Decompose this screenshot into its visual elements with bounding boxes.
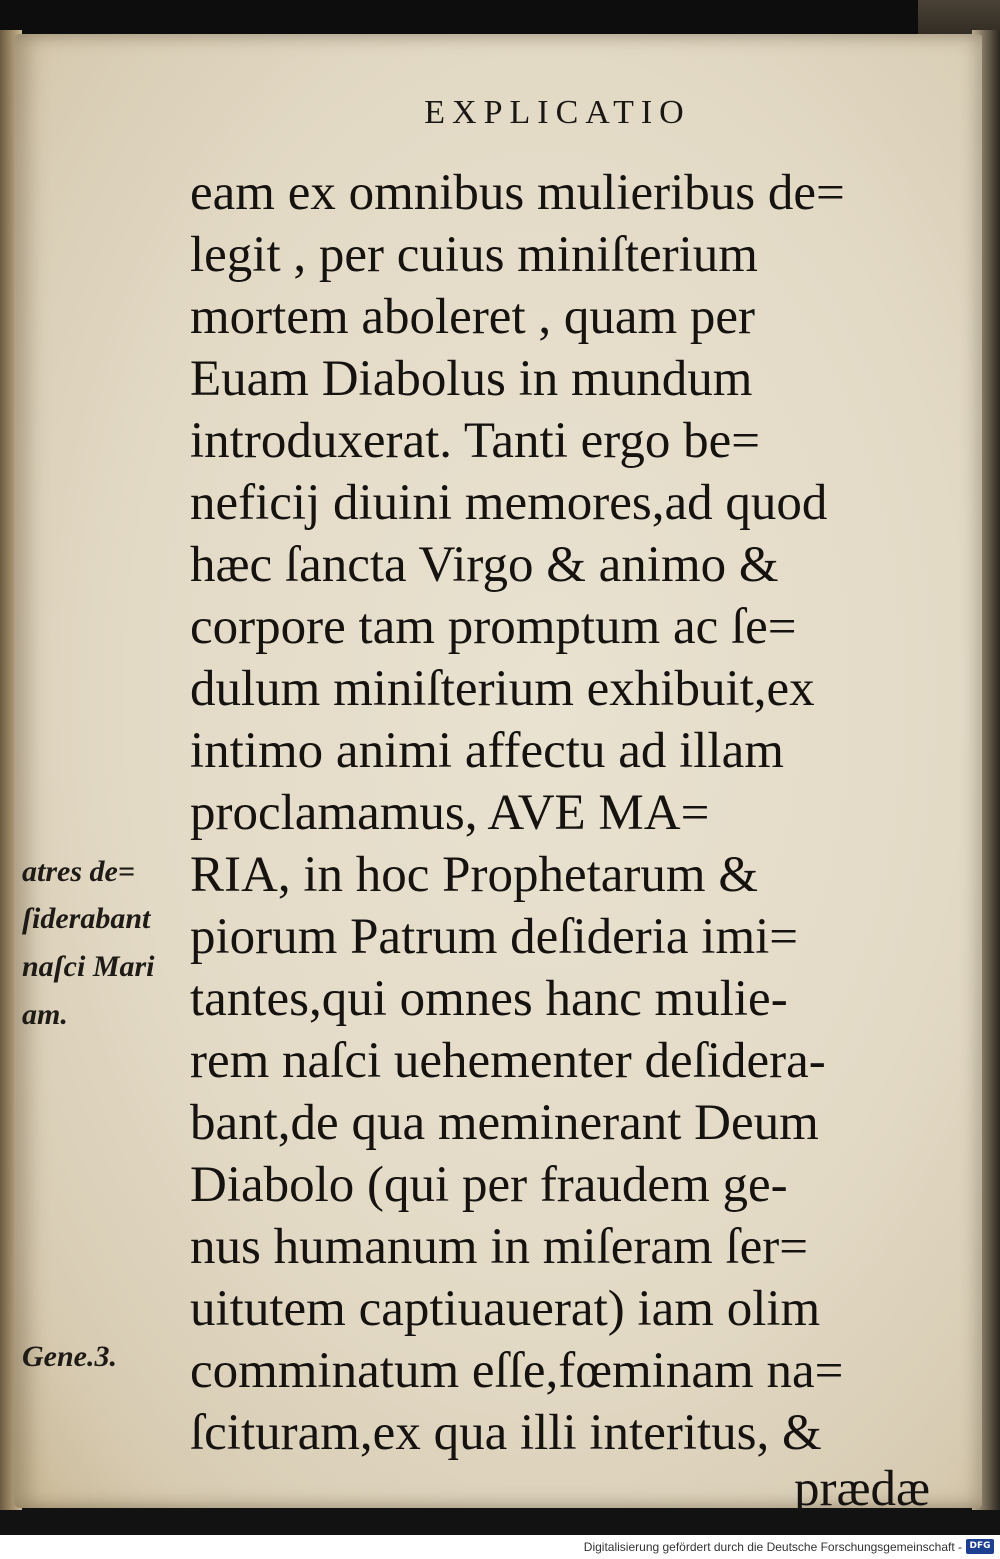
text-line: Euam Diabolus in mundum bbox=[190, 351, 753, 407]
text-line: mortem aboleret , quam per bbox=[190, 289, 756, 345]
text-line: bant,de qua meminerant Deum bbox=[190, 1095, 819, 1151]
margin-note: atres de= bbox=[22, 855, 135, 888]
funding-notice: Digitalisierung gefördert durch die Deutsche Forschungsgemeinschaft - bbox=[583, 1540, 962, 1554]
margin-note: Gene.3. bbox=[22, 1340, 117, 1373]
text-line: legit , per cuius miniſterium bbox=[190, 227, 758, 283]
text-line: rem naſci uehementer deſidera- bbox=[190, 1033, 826, 1089]
text-line: dulum miniſterium exhibuit,ex bbox=[190, 661, 815, 717]
text-line: ſcituram,ex qua illi interitus, & bbox=[190, 1405, 822, 1461]
text-line: proclamamus, AVE MA= bbox=[190, 785, 710, 841]
text-line: comminatum eſſe,fœminam na= bbox=[190, 1343, 844, 1399]
text-line: nus humanum in miſeram ſer= bbox=[190, 1219, 808, 1275]
margin-note: ſiderabant bbox=[22, 902, 151, 935]
text-line: intimo animi affectu ad illam bbox=[190, 723, 784, 779]
text-line: uitutem captiuauerat) iam olim bbox=[190, 1281, 821, 1337]
catchword: prædæ bbox=[793, 1461, 930, 1517]
text-line: eam ex omnibus mulieribus de= bbox=[190, 165, 845, 221]
text-line: tantes,qui omnes hanc mulie- bbox=[190, 971, 788, 1027]
margin-note: naſci Mari bbox=[22, 950, 155, 983]
text-line: introduxerat. Tanti ergo be= bbox=[190, 413, 760, 469]
text-line: hæc ſancta Virgo & animo & bbox=[190, 537, 779, 593]
text-line: neficij diuini memores,ad quod bbox=[190, 475, 828, 531]
dfg-logo: DFG bbox=[966, 1539, 994, 1554]
footer-bar bbox=[0, 1535, 1000, 1559]
running-head: EXPLICATIO bbox=[424, 94, 691, 131]
text-line: Diabolo (qui per fraudem ge- bbox=[190, 1157, 788, 1213]
text-line: piorum Patrum deſideria imi= bbox=[190, 909, 799, 965]
text-line: corpore tam promptum ac ſe= bbox=[190, 599, 797, 655]
text-line: RIA, in hoc Prophetarum & bbox=[190, 847, 758, 903]
margin-note: am. bbox=[22, 998, 68, 1031]
scan-top-band bbox=[0, 0, 1000, 38]
